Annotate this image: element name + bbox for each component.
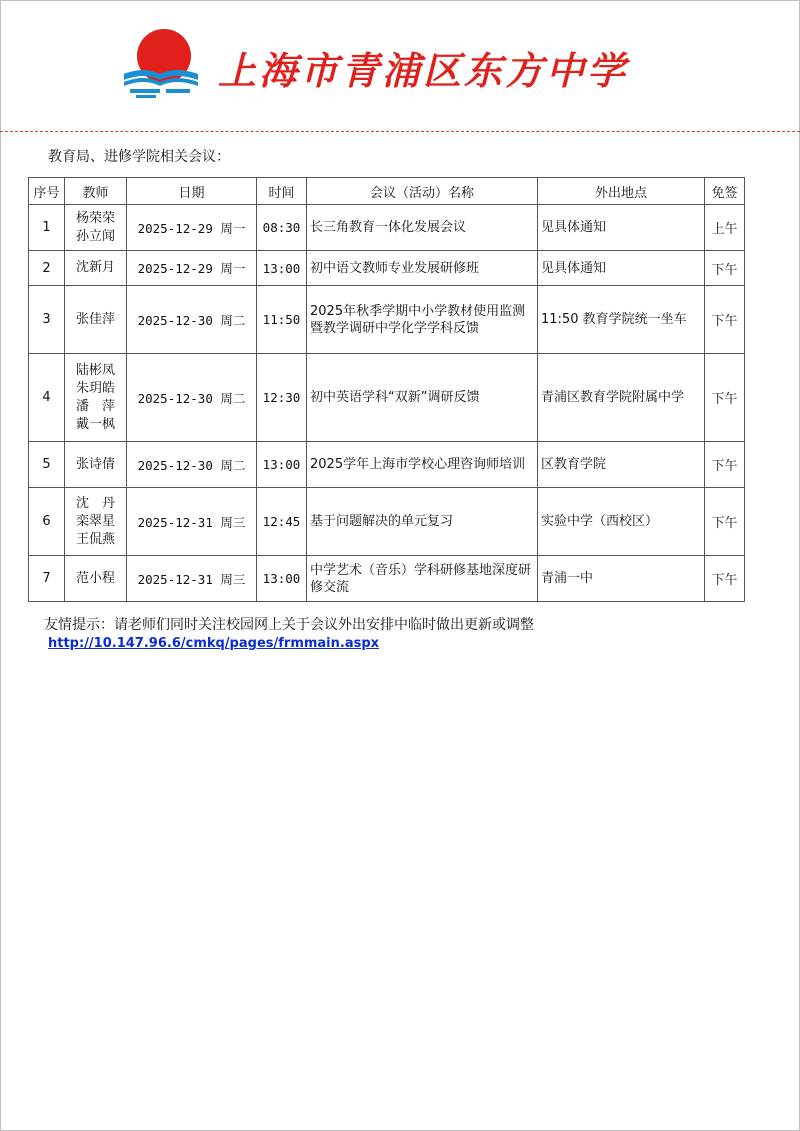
cell-meeting-name: 基于问题解决的单元复习 [307,488,538,556]
table-row [29,286,745,354]
teacher-name: 张佳萍 [75,311,115,327]
cell-place: 见具体通知 [538,205,705,251]
header-sign: 免签 [705,178,745,205]
cell-date: 2025-12-30 周二 [127,286,257,354]
header-place: 外出地点 [538,178,705,205]
cell-teacher [65,251,127,286]
teacher-name: 沈新月 [75,260,115,275]
cell-time: 13:00 [257,556,307,602]
header-time: 时间 [257,178,307,205]
cell-place: 青浦区教育学院附属中学 [538,354,705,442]
meetings-table [28,177,745,602]
teacher-name: 朱玥皓 [75,380,115,396]
header-divider [0,131,800,132]
table-row [29,205,745,251]
table-row [29,251,745,286]
cell-teacher [65,488,127,556]
cell-teacher [65,442,127,488]
cell-meeting-name: 中学艺术（音乐）学科研修基地深度研修交流 [307,556,538,602]
letterhead [0,0,800,134]
cell-place: 青浦一中 [538,556,705,602]
cell-date: 2025-12-30 周二 [127,354,257,442]
teacher-name: 戴一枫 [75,416,115,432]
cell-place: 区教育学院 [538,442,705,488]
cell-meeting-name: 长三角教育一体化发展会议 [307,205,538,251]
cell-no: 1 [29,205,65,251]
cell-teacher [65,205,127,251]
cell-sign: 下午 [705,556,745,602]
cell-time: 12:45 [257,488,307,556]
cell-time: 13:00 [257,251,307,286]
teacher-name: 沈 丹 [75,495,115,511]
teacher-name: 王侃燕 [75,531,115,547]
cell-sign: 下午 [705,251,745,286]
table-row [29,488,745,556]
school-name: 上海市青浦区东方中学 [218,48,629,93]
cell-sign: 下午 [705,488,745,556]
cell-teacher [65,354,127,442]
footer-note: 友情提示：请老师们同时关注校园网上关于会议外出安排中临时做出更新或调整 [44,617,534,633]
teacher-name: 范小程 [75,570,115,586]
cell-no: 3 [29,286,65,354]
cell-meeting-name: 初中语文教师专业发展研修班 [307,251,538,286]
table-row [29,556,745,602]
cell-date: 2025-12-29 周一 [127,205,257,251]
teacher-name: 孙立闻 [75,228,115,244]
cell-no: 2 [29,251,65,286]
teacher-name: 栾翠星 [75,513,115,529]
teacher-name: 陆彬凤 [75,362,115,378]
intranet-link[interactable]: http://10.147.96.6/cmkq/pages/frmmain.aspx [48,636,380,651]
header-no: 序号 [29,178,65,205]
cell-sign: 下午 [705,442,745,488]
cell-time: 12:30 [257,354,307,442]
table-header-row [29,178,745,205]
cell-no: 5 [29,442,65,488]
table-row [29,442,745,488]
cell-teacher [65,286,127,354]
header-meeting-name: 会议（活动）名称 [307,178,538,205]
cell-date: 2025-12-31 周三 [127,488,257,556]
header-date: 日期 [127,178,257,205]
teacher-name: 杨荣荣 [75,210,115,226]
cell-time: 13:00 [257,442,307,488]
cell-meeting-name: 2025学年上海市学校心理咨询师培训 [307,442,538,488]
cell-teacher [65,556,127,602]
cell-place: 见具体通知 [538,251,705,286]
cell-no: 7 [29,556,65,602]
cell-sign: 下午 [705,354,745,442]
cell-time: 08:30 [257,205,307,251]
teacher-name: 张诗倩 [75,456,115,472]
cell-date: 2025-12-29 周一 [127,251,257,286]
cell-date: 2025-12-31 周三 [127,556,257,602]
header-teacher: 教师 [65,178,127,205]
school-logo-icon [120,22,200,100]
cell-meeting-name: 2025年秋季学期中小学教材使用监测暨教学调研中学化学学科反馈 [307,286,538,354]
table-row [29,354,745,442]
cell-sign: 上午 [705,205,745,251]
cell-no: 4 [29,354,65,442]
cell-date: 2025-12-30 周二 [127,442,257,488]
cell-no: 6 [29,488,65,556]
cell-place: 实验中学（西校区） [538,488,705,556]
cell-sign: 下午 [705,286,745,354]
teacher-name: 潘 萍 [75,398,115,414]
cell-place: 11:50 教育学院统一坐车 [538,286,705,354]
cell-meeting-name: 初中英语学科“双新”调研反馈 [307,354,538,442]
cell-time: 11:50 [257,286,307,354]
section-title: 教育局、进修学院相关会议： [48,149,230,165]
